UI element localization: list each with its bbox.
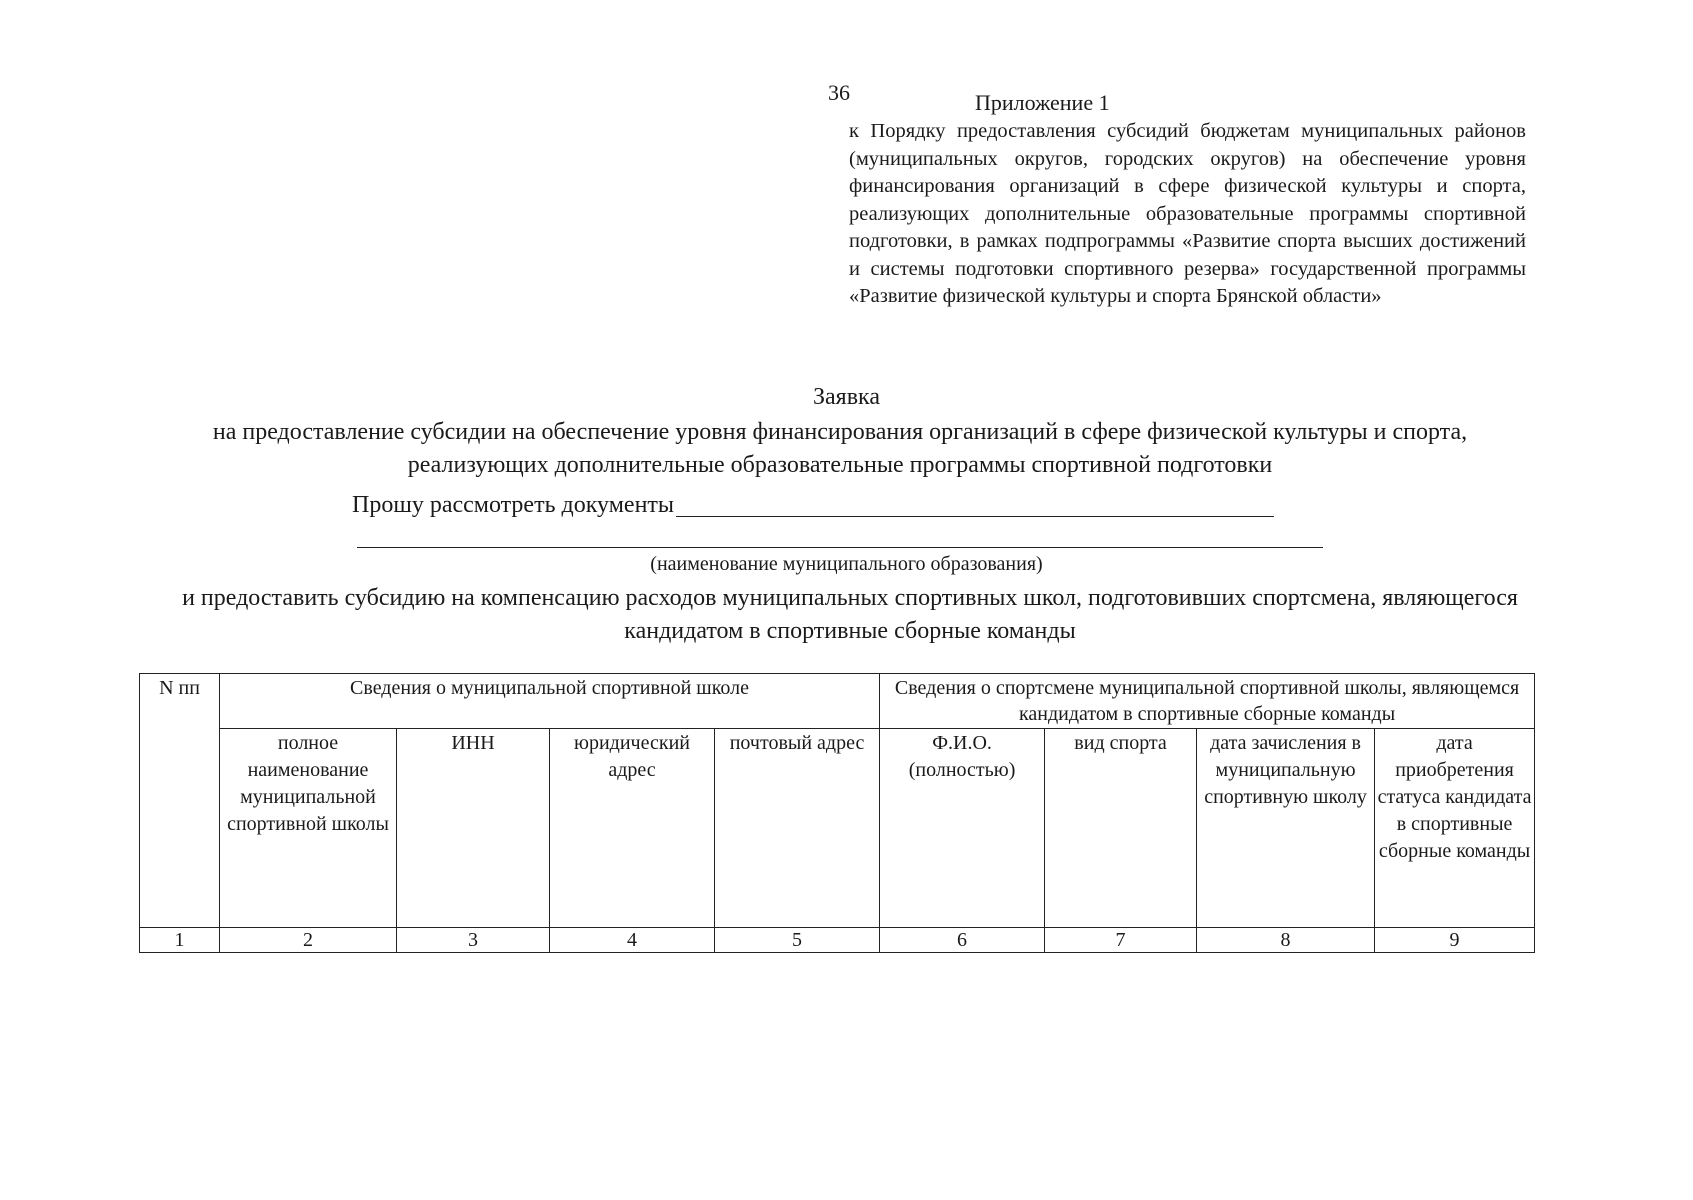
application-table bbox=[139, 673, 1535, 953]
appendix-body: к Порядку предоставления субсидий бюджетам муниципальных районов (муниципальных округов, городских округов) на обеспечение уровня финансирования организаций в сфере физической культуры и спорта, реализующих дополнительные образовательные программы спортивной подготовки, в рамках подпрограммы «Развитие спорта высших достижений и системы подготовки спортивного резерва» государственной программы «Развитие физической культуры и спорта Брянской области» bbox=[849, 120, 1526, 307]
header-group-school: Сведения о муниципальной спортивной школе bbox=[220, 674, 880, 729]
header-col-postal-address: почтовый адрес bbox=[715, 729, 880, 928]
col-number-3: 3 bbox=[397, 928, 550, 953]
col-number-7: 7 bbox=[1045, 928, 1197, 953]
header-col-school-name: полное наименование муниципальной спортивной школы bbox=[220, 729, 397, 928]
municipality-fill-line bbox=[676, 492, 1274, 517]
header-col-enrollment-date: дата зачисления в муниципальную спортивную школу bbox=[1197, 729, 1375, 928]
header-group-athlete: Сведения о спортсмене муниципальной спортивной школы, являющемся кандидатом в спортивные сборные команды bbox=[880, 674, 1535, 729]
col-number-1: 1 bbox=[140, 928, 220, 953]
header-col-full-name: Ф.И.О. (полностью) bbox=[880, 729, 1045, 928]
municipality-fill-line-2 bbox=[357, 547, 1323, 548]
document-subtitle: на предоставление субсидии на обеспечение уровня финансирования организаций в сфере физической культуры и спорта, реализующих дополнительные образовательные программы спортивной подготовки bbox=[212, 419, 1468, 478]
col-number-8: 8 bbox=[1197, 928, 1375, 953]
appendix-title: Приложение 1 bbox=[975, 90, 1110, 115]
table-subheader-row bbox=[140, 729, 1535, 928]
page-number: 36 bbox=[828, 80, 850, 105]
header-num: N пп bbox=[140, 674, 220, 928]
header-col-sport: вид спорта bbox=[1045, 729, 1197, 928]
table-number-row bbox=[140, 928, 1535, 953]
header-col-legal-address: юридический адрес bbox=[550, 729, 715, 928]
request-line bbox=[352, 492, 1274, 519]
col-number-4: 4 bbox=[550, 928, 715, 953]
col-number-2: 2 bbox=[220, 928, 397, 953]
municipality-hint: (наименование муниципального образования) bbox=[650, 553, 1043, 575]
col-number-9: 9 bbox=[1375, 928, 1535, 953]
request-continue: и предоставить субсидию на компенсацию расходов муниципальных спортивных школ, подготовивших спортсмена, являющегося кандидатом в спортивные сборные команды bbox=[182, 585, 1518, 644]
table-header-row bbox=[140, 674, 1535, 729]
col-number-5: 5 bbox=[715, 928, 880, 953]
header-col-inn: ИНН bbox=[397, 729, 550, 928]
col-number-6: 6 bbox=[880, 928, 1045, 953]
header-col-candidate-date: дата приобретения статуса кандидата в спортивные сборные команды bbox=[1375, 729, 1535, 928]
document-title: Заявка bbox=[813, 384, 880, 410]
request-prefix: Прошу рассмотреть документы bbox=[352, 492, 675, 518]
